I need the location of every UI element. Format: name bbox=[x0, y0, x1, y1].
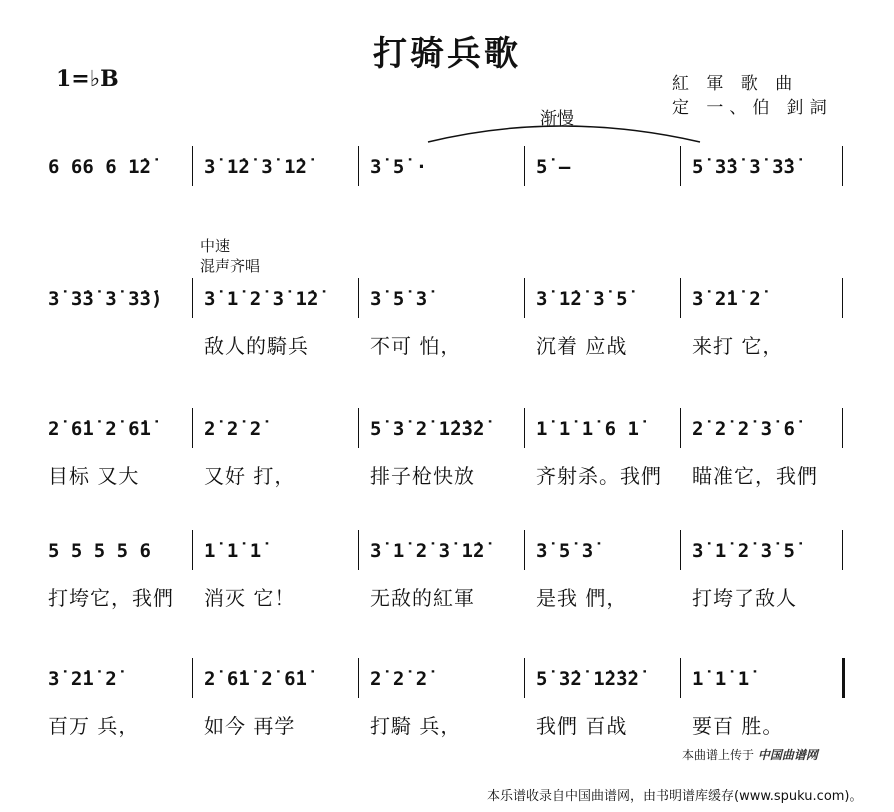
measure-lyrics: 是我 們， bbox=[536, 586, 628, 610]
barline bbox=[842, 530, 843, 570]
measure-notes: 5̇ 3̇3̇ 3̇ 3̇3̇ bbox=[692, 156, 795, 178]
measure-notes: 5 5 5 5 6 bbox=[48, 540, 151, 562]
measure-lyrics: 我們 百战 bbox=[536, 714, 628, 738]
measure-lyrics: 打垮它，我們 bbox=[48, 586, 174, 610]
credit-line-lyricist: 定 一、伯 釗詞 bbox=[672, 98, 833, 118]
measure-lyrics: 消灭 它！ bbox=[204, 586, 296, 610]
measure-notes: 3̇ 1̇ 2̇ 3̇ 5̇ bbox=[692, 540, 795, 562]
measure-notes: 3̇ 5̇ · bbox=[370, 156, 428, 178]
measure-notes: 3̇ 5̇ 3̇ bbox=[536, 540, 594, 562]
measure-lyrics: 又好 打， bbox=[204, 464, 296, 488]
measure-notes: 3̇ 1̇ 2̇ 3̇ 1̇2̇ bbox=[370, 540, 485, 562]
measure-notes: 1̇ 1̇ 1̇ bbox=[692, 668, 750, 690]
credits bbox=[672, 72, 833, 120]
tempo-moderato bbox=[200, 236, 260, 276]
chorus-label: 混声齐唱 bbox=[200, 257, 261, 275]
measure-lyrics: 打騎 兵， bbox=[370, 714, 462, 738]
tempo-ritardando: 渐慢 bbox=[540, 109, 574, 129]
credit-line-source: 紅 軍 歌 曲 bbox=[672, 74, 799, 94]
tempo-moderato-label: 中速 bbox=[200, 237, 231, 255]
barline bbox=[842, 278, 843, 318]
measure-notes: 1̇ 1̇ 1̇ bbox=[204, 540, 262, 562]
measure-notes: 3̇ 1̇2̇ 3̇ 5̇ bbox=[536, 288, 628, 310]
measure-notes: 2̇ 6̇1̇ 2̇ 6̇1̇ bbox=[48, 418, 151, 440]
measure-lyrics: 百万 兵， bbox=[48, 714, 140, 738]
measure-lyrics: 排子枪快放 bbox=[370, 464, 475, 488]
measure-lyrics: 无敌的紅軍 bbox=[370, 586, 475, 610]
measure-notes: 2̇ 6̇1̇ 2̇ 6̇1̇ bbox=[204, 668, 307, 690]
measure-notes: 3̇ 2̇1̇ 2̇ bbox=[692, 288, 761, 310]
measure-notes: 5̇ – bbox=[536, 156, 571, 178]
measure-notes: 2̇ 2̇ 2̇ 3̇ 6̇ bbox=[692, 418, 795, 440]
measure-notes: 2̇ 2̇ 2̇ bbox=[370, 668, 428, 690]
key-signature: 1=♭B bbox=[56, 66, 119, 92]
measure-lyrics: 打垮了敌人 bbox=[692, 586, 797, 610]
measure-lyrics: 如今 再学 bbox=[204, 714, 296, 738]
measure-lyrics: 目标 又大 bbox=[48, 464, 140, 488]
measure-notes: 1̇ 1̇ 1̇ 6 1̇ bbox=[536, 418, 639, 440]
measure-lyrics: 齐射杀。我們 bbox=[536, 464, 662, 488]
measure-lyrics: 敌人的騎兵 bbox=[204, 334, 309, 358]
barline bbox=[842, 658, 845, 698]
measure-lyrics: 来打 它， bbox=[692, 334, 784, 358]
measure-lyrics: 沉着 应战 bbox=[536, 334, 628, 358]
site-logo: 中国曲谱网 bbox=[757, 748, 818, 762]
measure-notes: 3̇ 2̇1̇ 2̇ bbox=[48, 668, 117, 690]
measure-notes: 6 66 6 1̇2̇ bbox=[48, 156, 151, 178]
measure-notes: 5̇ 3̇2̇ 1̇2̇3̇2̇ bbox=[536, 668, 639, 690]
measure-lyrics: 要百 胜。 bbox=[692, 714, 784, 738]
measure-notes: 3̇ 5̇ 3̇ bbox=[370, 288, 428, 310]
measure-notes: 3̇ 1̇ 2̇ 3̇ 1̇2̇ bbox=[204, 288, 319, 310]
measure-notes: 5̇ 3̇ 2̇ 1̇2̇3̇2̇ bbox=[370, 418, 485, 440]
measure-lyrics: 瞄准它，我們 bbox=[692, 464, 818, 488]
measure-notes: 3̇ 3̇3̇ 3̇ 3̇3̇) bbox=[48, 288, 163, 310]
measure-lyrics: 不可 怕， bbox=[370, 334, 462, 358]
upload-text: 本曲谱上传于 bbox=[682, 748, 755, 762]
barline bbox=[842, 408, 843, 448]
source-note: 本乐谱收录自中国曲谱网，由书明谱库缓存(www.spuku.com)。 bbox=[487, 789, 863, 804]
upload-note bbox=[682, 746, 818, 763]
barline bbox=[842, 146, 843, 186]
measure-notes: 3̇ 1̇2̇ 3̇ 1̇2̇ bbox=[204, 156, 307, 178]
measure-notes: 2̇ 2̇ 2̇ bbox=[204, 418, 262, 440]
song-title: 打骑兵歌 bbox=[373, 34, 521, 74]
